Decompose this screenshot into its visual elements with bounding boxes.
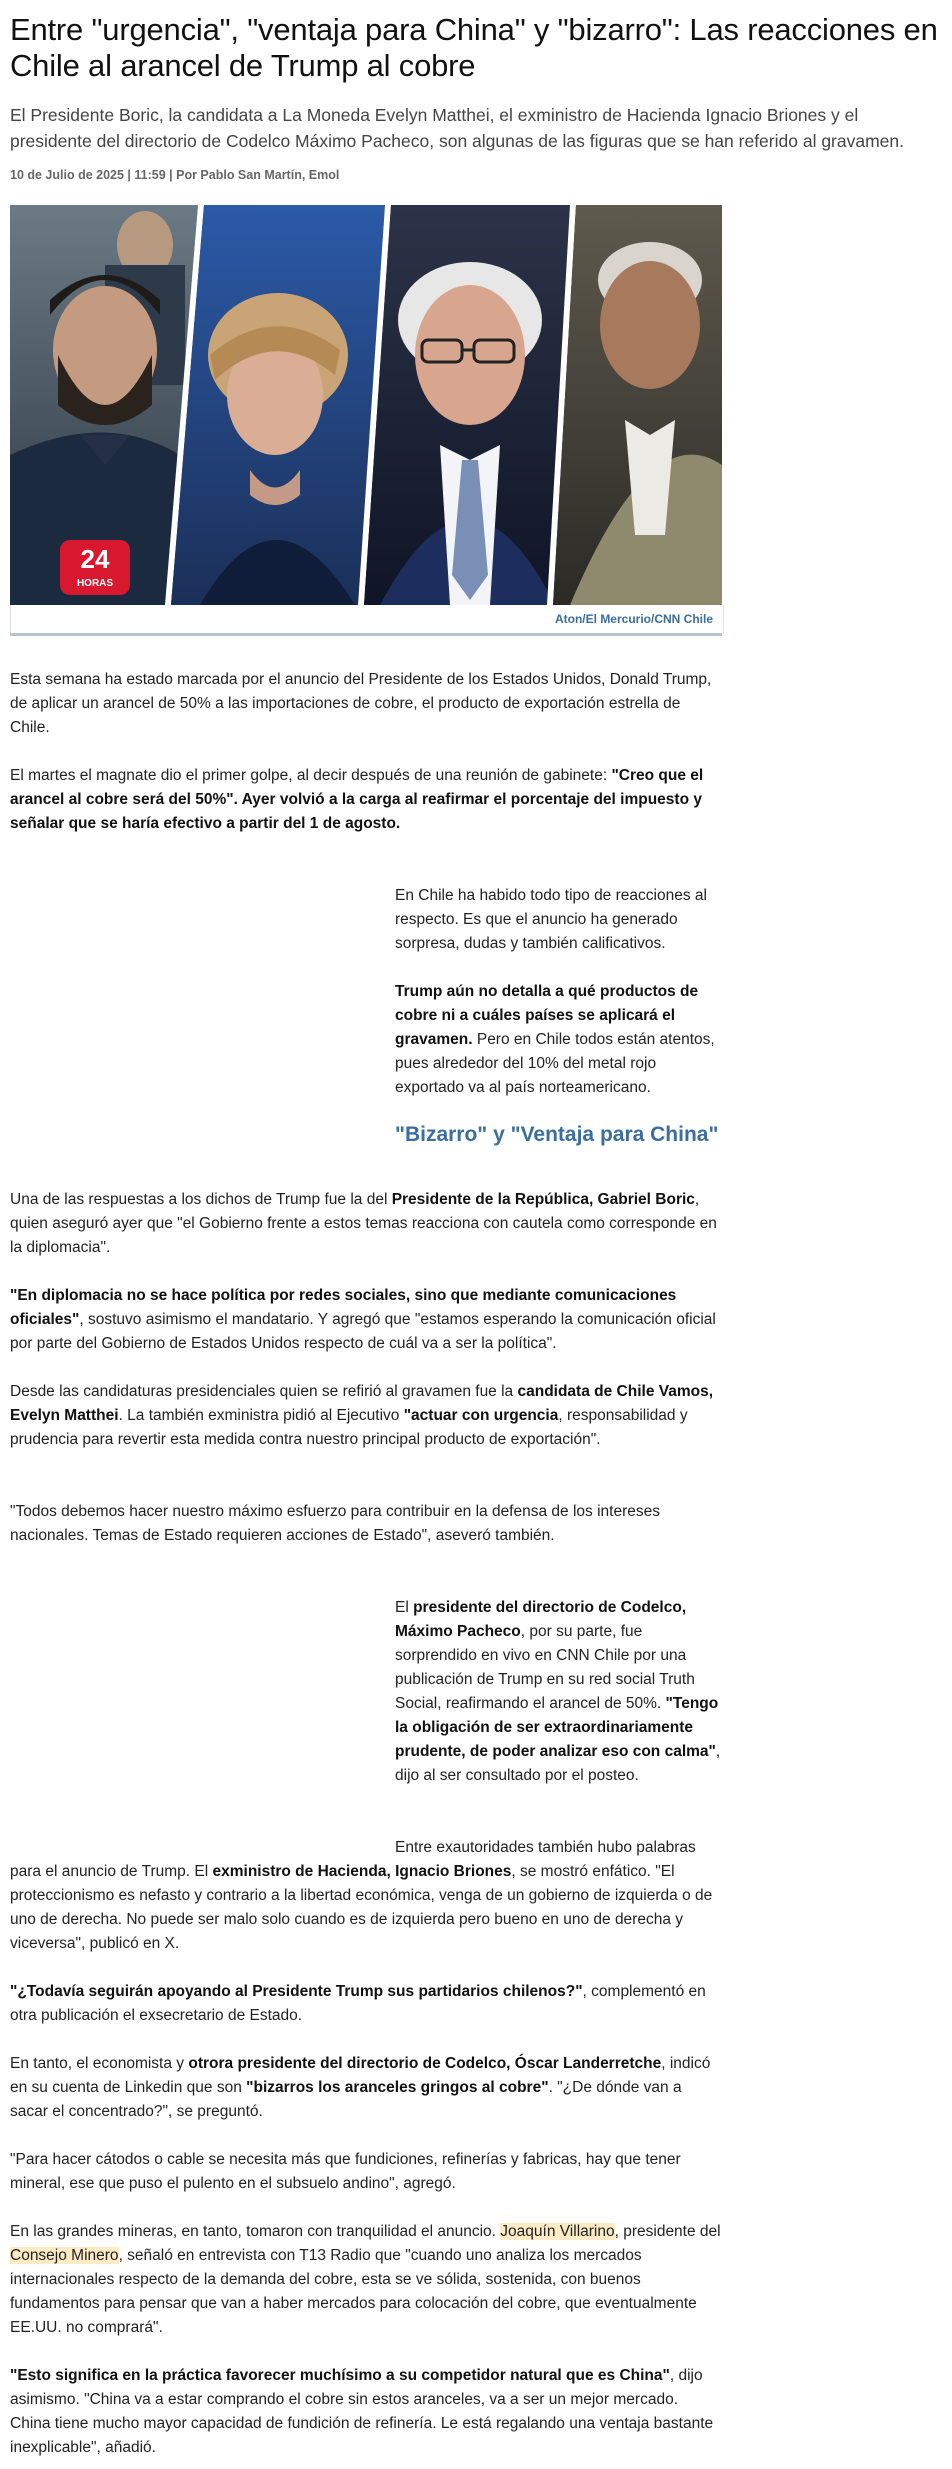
paragraph-text [10, 764, 722, 836]
text: , presidente del [614, 2223, 721, 2240]
paragraph [10, 1980, 722, 2028]
text: , responsabilidad y prudencia para revertir esta medida contra nuestro principal producto de exportación". [10, 1407, 688, 1448]
paragraph [10, 668, 722, 740]
paragraph-text: En Chile ha habido todo tipo de reacciones al respecto. Es que el anuncio ha generado sorpresa, dudas y también calificativos. [395, 887, 707, 952]
quote-bold: "¿Todavía seguirán apoyando al Presidente Trump sus partidarios chilenos?" [10, 1983, 583, 2000]
text: , dijo al ser consultado por el posteo. [395, 1743, 721, 1784]
paragraph [10, 1380, 722, 1452]
paragraph-text [10, 2052, 722, 2124]
paragraph-text [10, 1860, 722, 1956]
paragraph-text: "Para hacer cátodos o cable se necesita más que fundiciones, refinerías y fabricas, hay que tener mineral, ese que puso el pulento en el subsuelo andino", agregó. [10, 2151, 681, 2192]
paragraph-text [10, 1188, 722, 1260]
paragraph-text [395, 1596, 722, 1788]
section-heading: "Bizarro" y "Ventaja para China" [395, 1123, 719, 1146]
photo-collage-illustration [10, 205, 722, 605]
paragraph [10, 2220, 722, 2340]
paragraph [10, 1188, 722, 1260]
quote-bold: "Esto significa en la práctica favorecer muchísimo a su competidor natural que es China" [10, 2367, 670, 2384]
article-byline: 10 de Julio de 2025 | 11:59 | Por Pablo San Martín, Emol [10, 168, 340, 182]
text-bold: Trump aún no detalla a qué productos de cobre ni a cuáles países se aplicará el gravamen. [395, 983, 699, 1048]
text: . "¿De dónde van a sacar el concentrado?", se preguntó. [10, 2079, 682, 2120]
paragraph-text [10, 1380, 722, 1452]
quote-bold: "actuar con urgencia [403, 1407, 559, 1424]
text: , indicó en su cuenta de Linkedin que son [10, 2055, 711, 2096]
paragraph-text: Esta semana ha estado marcada por el anuncio del Presidente de los Estados Unidos, Donald Trump, de aplicar un arancel de 50% a las importaciones de cobre, el producto de exportación estrella de Chile. [10, 671, 712, 736]
text: para el anuncio de Trump. El [10, 1863, 213, 1880]
photo-badge-word: HORAS [76, 578, 114, 589]
article-title: Entre "urgencia", "ventaja para China" y "bizarro": Las reacciones en Chile al arancel de Trump al cobre [10, 12, 938, 83]
quote-bold: "Creo que el arancel al cobre será del 50%". Ayer volvió a la carga al reafirmar el porcentaje del impuesto y señalar que se haría efectivo a partir del 1 de agosto. [10, 767, 704, 832]
article [10, 0, 942, 182]
text: , por su parte, fue sorprendido en vivo en CNN Chile por una publicación de Trump en su red social Truth Social, reafirmando el arancel de 50%. [395, 1623, 695, 1712]
quote-bold: "En diplomacia no se hace política por redes sociales, sino que mediante comunicaciones oficiales" [10, 1287, 677, 1328]
photo-credit: Aton/El Mercurio/CNN Chile [554, 612, 713, 626]
paragraph-text [10, 2220, 722, 2340]
text: , complementó en otra publicación el exsecretario de Estado. [10, 1983, 706, 2024]
paragraph [10, 2052, 722, 2124]
text: , señaló en entrevista con T13 Radio que "cuando uno analiza los mercados internacionales respecto de la demanda del cobre, esta se ve sólida, sostenida, con buenos fundamentos para pensar que van a haber mercados para colocación del cobre, que eventualmente EE.UU. no comprará". [10, 2247, 697, 2336]
text-bold: candidata de Chile Vamos, Evelyn Matthei [10, 1383, 714, 1424]
highlighted-name-link[interactable]: Joaquín Villarino [500, 2223, 615, 2240]
paragraph [10, 1284, 722, 1356]
photo-badge-number: 24 [80, 544, 110, 574]
side-column [395, 884, 722, 1148]
text: , quien aseguró ayer que "el Gobierno frente a estos temas reacciona con cautela como corresponde en la diplomacia". [10, 1191, 717, 1256]
text: . La también exministra pidió al Ejecutivo [118, 1407, 404, 1424]
paragraph-text: "Todos debemos hacer nuestro máximo esfuerzo para contribuir en la defensa de los intereses nacionales. Temas de Estado requieren acciones de Estado", aseveró también. [10, 1503, 660, 1544]
photo-credit-bar [10, 605, 724, 633]
text-bold: Presidente de la República, Gabriel Boric [391, 1191, 695, 1208]
text: Una de las respuestas a los dichos de Trump fue la del [10, 1191, 392, 1208]
paragraph-text [10, 1980, 722, 2028]
text: , sostuvo asimismo el mandatario. Y agregó que "estamos esperando la comunicación oficial por parte del Gobierno de Estados Unidos respecto de cuál va a ser la política". [10, 1311, 716, 1352]
paragraph [10, 764, 722, 836]
side-column [395, 1596, 722, 1788]
paragraph-text: Entre exautoridades también hubo palabras [395, 1839, 696, 1856]
text-bold: exministro de Hacienda, Ignacio Briones [212, 1863, 512, 1880]
text: Desde las candidaturas presidenciales quien se refirió al gravamen fue la [10, 1383, 518, 1400]
quote-bold: "Tengo la obligación de ser extraordinariamente prudente, de poder analizar eso con calma" [395, 1695, 719, 1760]
paragraph [10, 2364, 722, 2460]
article-photo[interactable] [10, 205, 722, 636]
paragraph-text [395, 980, 722, 1100]
text: El [395, 1599, 414, 1616]
text: , se mostró enfático. "El proteccionismo es nefasto y contrario a la libertad económica, venga de un gobierno de izquierda o de uno de derecha. No puede ser malo solo cuando es de izquierda pero bueno en uno de derecha y viceversa", publicó en X. [10, 1863, 713, 1952]
paragraph [10, 2148, 722, 2196]
paragraph [10, 1860, 722, 1956]
paragraph-lead [395, 1836, 722, 1860]
text: , dijo asimismo. "China va a estar comprando el cobre sin estos aranceles, va a ser un mejor mercado. China tiene mucho mayor capacidad de fundición de refinería. Le está regalando una ventaja bastante inexplicable", añadió. [10, 2367, 714, 2456]
text: En tanto, el economista y [10, 2055, 189, 2072]
photo-collage [10, 205, 722, 605]
paragraph-text [10, 2364, 722, 2460]
text-bold: presidente del directorio de Codelco, Máximo Pacheco [395, 1599, 687, 1640]
text: El martes el magnate dio el primer golpe, al decir después de una reunión de gabinete: [10, 767, 612, 784]
text: En las grandes mineras, en tanto, tomaron con tranquilidad el anuncio. [10, 2223, 501, 2240]
highlighted-org-link[interactable]: Consejo Minero [10, 2247, 119, 2264]
text-bold: otrora presidente del directorio de Codelco, Óscar Landerretche [188, 2055, 662, 2072]
paragraph [10, 1500, 722, 1548]
article-subtitle: El Presidente Boric, la candidata a La Moneda Evelyn Matthei, el exministro de Hacienda Ignacio Briones y el presidente del directorio de Codelco Máximo Pacheco, son algunas de las figuras que se han referido al gravamen. [10, 105, 904, 151]
text: Pero en Chile todos están atentos, pues alrededor del 10% del metal rojo exportado va al país norteamericano. [395, 1031, 715, 1096]
quote-bold: "bizarros los aranceles gringos al cobre" [246, 2079, 549, 2096]
paragraph-text [10, 1284, 722, 1356]
